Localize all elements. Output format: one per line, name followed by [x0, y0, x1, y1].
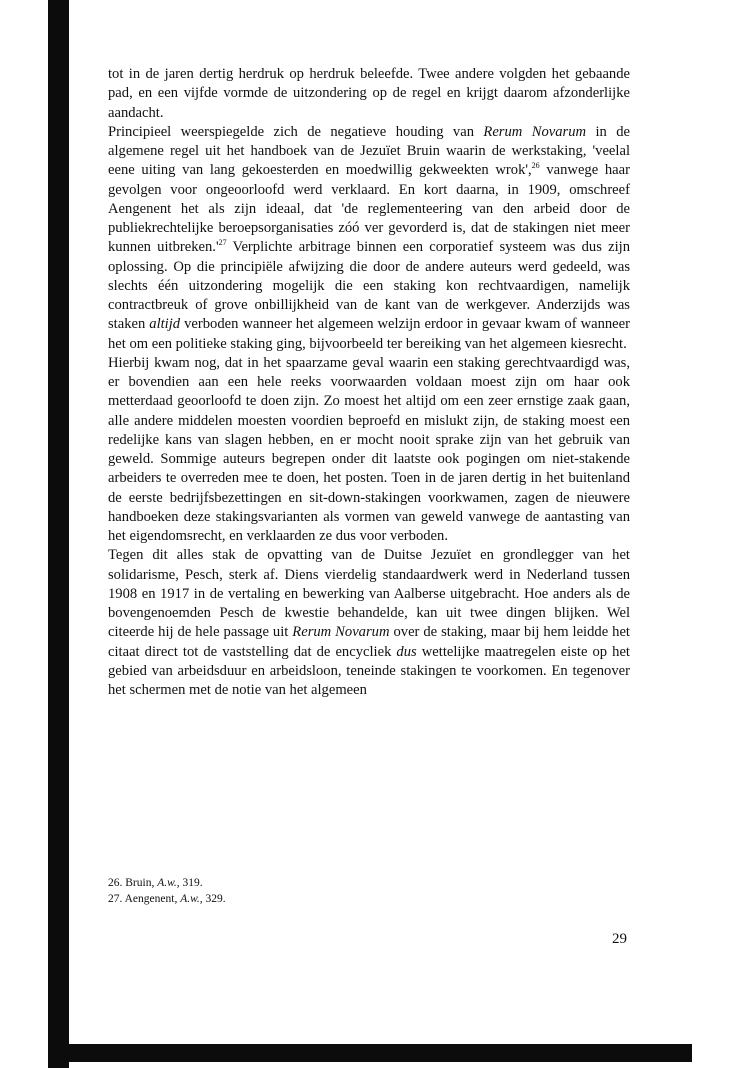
paragraph — [108, 354, 630, 547]
text-run: Hierbij kwam nog, dat in het spaarzame geval waarin een staking gerechtvaardigd was, er bovendien aan een hele reeks voorwaarden voldaan moest zijn om haar ook metterdaad geoorloofd te doen zijn. Zo moest het altijd om een zeer ernstige zaak gaan, alle andere middelen moesten voordien beproefd en mislukt zijn, de staking moest een redelijke kans van slagen hebben, en er mocht nooit sprake zijn van het gebruik van geweld. Sommige auteurs begrepen onder dit laatste ook pogingen om niet-stakende arbeiders te overreden mee te doen, het posten. Toen in de jaren dertig in het buitenland de eerste bedrijfsbezettingen en sit-down-stakingen voorkwamen, zagen de nieuwere handboeken deze stakingsvarianten als vormen van geweld vanwege de aantasting van het eigendomsrecht, en verklaarden ze dus voor verboden. — [108, 354, 630, 544]
body-text — [108, 65, 630, 700]
footnote-page: 319. — [182, 877, 203, 889]
page-number: 29 — [612, 931, 627, 947]
paragraph — [108, 65, 630, 123]
text-run: vanwege haar gevolgen voor ongeoorloofd werd verklaard. En kort daarna, in 1909, omschreef Aengenent het als zijn ideaal, dat 'de reglementeering van den arbeid door de publiekrechtelijke beroepsorganisaties zóó ver gevorderd is, dat de stakingen niet meer kunnen uitbreken.' — [108, 162, 630, 256]
footnote — [108, 891, 508, 907]
footnote-reference: 26 — [531, 161, 540, 171]
italic-text: Rerum Novarum — [292, 624, 390, 641]
text-run: in de algemene regel uit het handboek van de Jezuïet Bruin waarin de werkstaking, 'veelal eene uiting van lang gekoesterden en moedwillig gekweekten wrok', — [108, 123, 630, 179]
left-scan-border — [48, 0, 69, 1068]
text-run: Principieel weerspiegelde zich de negatieve houding van — [108, 123, 484, 140]
italic-text: dus — [396, 643, 417, 660]
footnote-number: 27. — [108, 893, 123, 905]
paragraph — [108, 546, 630, 700]
italic-text: Rerum Novarum — [483, 123, 587, 140]
text-run: verboden wanneer het algemeen welzijn erdoor in gevaar kwam of wanneer het om een politieke staking ging, bijvoorbeeld ter bereiking van het algemeen kiesrecht. — [108, 316, 630, 352]
text-run: Verplichte arbitrage binnen een corporatief systeem was dus zijn oplossing. Op die principiële afwijzing die door de andere auteurs werd gedeeld, was slechts één uitzondering mogelijk die een staking kon rechtvaardigen, namelijk contractbreuk of grove onbillijkheid van de kant van de werkgever. Anderzijds was staken — [108, 239, 631, 333]
footnote-number: 26. — [108, 877, 123, 889]
text-run: Tegen dit alles stak de opvatting van de Duitse Jezuïet en grondlegger van het solidarisme, Pesch, sterk af. Diens vierdelig standaardwerk werd in Nederland tussen 1908 en 1917 in de vertaling en bewerking van Aalberse uitgebracht. Hoe anders als de bovengenoemden Pesch de kwestie behandelde, kan uit twee dingen blijken. Wel citeerde hij de hele passage uit — [108, 547, 630, 641]
footnote-ref: A.w., — [157, 877, 180, 889]
italic-text: altijd — [149, 316, 181, 333]
text-run: over de staking, maar bij hem leidde het citaat direct tot de vaststelling dat de encycliek — [108, 624, 630, 660]
bottom-scan-border — [48, 1044, 692, 1062]
footnote-page: 329. — [205, 893, 226, 905]
text-run: wettelijke maatregelen eiste op het gebied van arbeidsduur en arbeidsloon, teneinde stakingen te voorkomen. En tegenover het schermen met de notie van het algemeen — [108, 643, 630, 698]
footnotes — [108, 875, 508, 907]
footnote-reference: 27 — [218, 238, 227, 248]
footnote-author: Bruin, — [125, 877, 155, 889]
footnote-author: Aengenent, — [124, 893, 178, 905]
text-run: tot in de jaren dertig herdruk op herdruk beleefde. Twee andere volgden het gebaande pad, en een vijfde vormde de uitzondering op de regel en krijgt daarom afzonderlijke aandacht. — [108, 66, 630, 121]
footnote-ref: A.w., — [180, 893, 203, 905]
footnote — [108, 875, 508, 891]
paragraph — [108, 123, 630, 354]
